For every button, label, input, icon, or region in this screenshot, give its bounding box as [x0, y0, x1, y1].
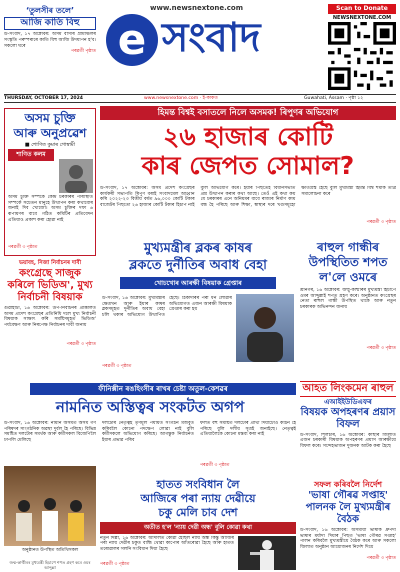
editorial-more[interactable]: পৰৱৰ্তী ৩ পৃষ্ঠাত	[8, 245, 38, 251]
right3-headline[interactable]: 'ভাষা গৌৰৱ সপ্তাহ' পালনক লৈ মুখ্যমন্ত্ৰীৰ বৈঠক	[305, 490, 391, 525]
center-photo	[236, 294, 294, 362]
justice-story	[100, 478, 296, 570]
right3-kicker: সফল কৰিবলৈ নিৰ্দেশ	[313, 480, 383, 489]
justice-body: নতুন দিল্লী, ১৬ অক্টোবৰ: আদালত কোৱা হৈছিল ন্যায় অন্ধ কিন্তু আজিৰ পৰা ন্যায় দেৱীৰ চকুত বান্ধি থোৱা কাপোৰ আঁতৰোৱা হৈছে আৰু হাতত তৰোৱালৰ সলনি সংবিধান দিয়া হৈছে	[100, 535, 234, 552]
namani-body-3: ফলত বহু সমষ্টিত দলটোৰ প্ৰাৰ্থী দিয়াটোও কঠিন হৈ পৰিছে বুলি দলীয় সূত্ৰই জনাইছে। নেতৃত্বই এতিয়ালৈকে কোনো মন্তব্য কৰা নাই	[200, 421, 296, 438]
right-story-1	[300, 240, 396, 380]
site-url[interactable]: www.newsnextone.com	[150, 4, 244, 12]
dateline-mid: www.newsnextone.com · ই-কাকত	[144, 96, 218, 101]
top-banner[interactable]: হিমন্ত বিশ্বই বসাতলে নিলে অসমক! ৰিপুণৰ অভিযোগ	[100, 106, 396, 120]
editorial-title-1[interactable]: অসম চুক্তি	[24, 111, 76, 125]
right2-kicker: এআইইউডিএফৰ	[324, 398, 372, 406]
qr-title: Scan to Donate	[328, 4, 396, 14]
center-headline-1[interactable]: মুখ্যমন্ত্ৰীৰ ব্লকৰ কাষৰ	[144, 241, 252, 256]
logo-e-icon	[104, 12, 160, 68]
event-photo-caption: অনুষ্ঠানত উপস্থিত অতিথিসকল	[21, 548, 79, 553]
left-story-body: গুৱাহাটী, ১৬ অক্টোবৰ: উপ-নিৰ্বাচনৰ প্ৰাক্কালত অসম প্ৰদেশ কংগ্ৰেছৰ প্ৰতিনিধি দলে মুখ্য নিৰ্বাচনী বিষয়াক সাক্ষাৎ কৰি সমষ্টিসমূহত ভিডিঅ' পৰ্যবেক্ষণ আৰু নিৰপেক্ষ নিৰ্বাচনৰ দাবী জনায়	[4, 305, 96, 328]
right-story-3	[300, 480, 396, 570]
left-story-headline[interactable]: কংগ্ৰেছে সাজুক কৰিলে ভিডিঅ', মুখ্য নিৰ্বাচনী বিষয়াক	[7, 267, 93, 303]
center-body: উ-সংবাদ, ১৬ অক্টোবৰ: মুখ্যমন্ত্ৰীৰ ক্ষেত্ৰখন আৰু ইয়াৰ কাষৰ ব্লকসমূহত দুৰ্নীতিৰ অবাধ বেহা চলি থকাৰ অভিযোগ উত্থাপিত হৈছে। ঠিকাদাৰৰ পৰা ধন লোৱাৰ অভিযোগত এজন আৰক্ষী বিষয়াক গ্ৰেপ্তাৰ কৰা হয়	[102, 296, 232, 319]
editorial-box	[4, 108, 96, 256]
lead-headline-1[interactable]: ২৬ হাজাৰ কোটি	[163, 122, 333, 151]
lead-body: উ-সংবাদ, ১৭ অক্টোবৰ: অসম প্ৰদেশ কংগ্ৰেছৰ কাৰ্যকৰী সভাপতি ৰিপুণ বৰাই সংবাদমেল আহ্বান কৰি ২০২২-২৩ বিত্তীয় বৰ্ষত ৯৬,০০০ কোটি টকাৰ বাজেটৰ পিছতো ২৬ হাজাৰ কোটি টকাৰ হিচাপ নাই বুলি অভিযোগ কৰে। ইয়াৰ পিছতেই বিধানসভাত প্ৰশ্ন উত্থাপন কৰাৰ কথা আছে। তেওঁ এই কথা কয় যে চৰকাৰৰ এনে অনিয়মৰ বাবে ৰাজ্যৰ নিৰ্মাণ কাম বন্ধ হৈ পৰিছে আৰু শিক্ষা, স্বাস্থ্যৰ দৰে খণ্ডসমূহো ক্ষতিগ্ৰস্ত হৈছে বুলি মুখ্যমন্ত্ৰী হিমন্ত বিশ্ব শৰ্মাক তীব্ৰ সমালোচনা কৰে	[100, 186, 396, 209]
lead-headline-2[interactable]: কাৰ জেপত সোমাল?	[141, 151, 355, 180]
namani-body-1: উ-সংবাদ, ১৬ অক্টোবৰ: নামনি অসমত অসম গণ পৰিষদৰ সাংগঠনিক অৱস্থা দুৰ্বল হৈ পৰিছে। বিভিন্ন সমষ্টিত দলটোৰ সমৰ্থক আৰু কৰ্মীসকল বিজেপিলৈ ঢাপলি মেলিছে	[4, 421, 96, 444]
dateline-date: THURSDAY, OCTOBER 17, 2024	[4, 96, 84, 101]
editorial-title-2[interactable]: আৰু অনুপ্ৰৱেশ	[13, 126, 87, 140]
lead-more[interactable]: পৰৱৰ্তী ৩ পৃষ্ঠাত	[366, 220, 396, 225]
editorial-author: ■ শোণিত কুমাৰ গোস্বামী	[24, 142, 76, 148]
center-more[interactable]: পৰৱৰ্তী ৩ পৃষ্ঠাত	[102, 364, 132, 369]
editorial-body: অসম চুক্তি সম্পৰ্কে কেন্দ্ৰ চৰকাৰৰ পৰিস্থিতি সম্পৰ্কে সচেতন মানুহে উত্থাপন কৰা কথাবোৰ জনাই দিব খোজো। অসম চুক্তিৰ দফা ৬ ৰূপায়ণৰ বাবে গঠিত কমিটিৰ প্ৰতিবেদন এতিয়াও প্ৰকাশ কৰা হোৱা নাই	[8, 195, 93, 223]
namani-more[interactable]: পৰৱৰ্তী ৩ পৃষ্ঠাত	[200, 463, 230, 468]
right2-body: উ-সংবাদ, শিলচাৰ, ১৬ অক্টোবৰ: কাছাৰ জিলাত এজন চৰকাৰী বিষয়াক অপহৰণৰ প্ৰয়াস আৰক্ষীয়ে বিফল কৰে। সন্দেহভাজন দুজনক আটক কৰা হৈছে	[300, 432, 396, 450]
left-story	[4, 260, 96, 380]
right1-more[interactable]: পৰৱৰ্তী ৩ পৃষ্ঠাত	[366, 346, 396, 351]
left-story-more[interactable]: পৰৱৰ্তী ৩ পৃষ্ঠাত	[66, 341, 96, 347]
justice-more[interactable]: পৰৱৰ্তী ৩ পৃষ্ঠাত	[100, 561, 130, 567]
qr-site: NEWSNEXTONE.COM	[332, 14, 392, 21]
dateline-right: Guwahati, Assam · পৃষ্ঠা ১২	[304, 96, 364, 101]
justice-statue-photo	[238, 536, 296, 570]
right1-headline[interactable]: ৰাহুল গান্ধীৰ উপস্থিতিত শপত ল'লে ওমৰে	[308, 240, 388, 284]
ear-left-head: আজি কাতি বিহু	[4, 17, 96, 30]
qr-code-icon[interactable]	[328, 22, 396, 90]
right3-body: উ-সংবাদ, ১৬ অক্টোবৰ: অসমীয়া ভাষাক ধ্ৰুপদী ভাষাৰ মৰ্যাদা দিয়াৰ পিছত 'ভাষা গৌৰৱ সপ্তাহ' পালন কৰিবলৈ মুখ্যমন্ত্ৰীয়ে বৈঠক কৰে আৰু সকলো জিলাত অনুষ্ঠান আয়োজনৰ নিৰ্দেশ দিয়ে	[300, 528, 396, 551]
masthead-logo	[104, 12, 318, 68]
left-story-kicker: ভয়াবহ, নিজা নিৰ্বাচনৰ দাবী	[18, 260, 82, 266]
center-headline-2[interactable]: ব্লকতে দুৰ্নীতিৰ অবাধ বেহা	[129, 258, 267, 273]
donate-qr-box[interactable]	[328, 4, 396, 92]
statue-icon	[238, 536, 296, 570]
right2-headline[interactable]: বিষয়ক অপহৰণৰ প্ৰয়াস বিফল	[300, 406, 396, 430]
justice-headline-2[interactable]: আজিৰে পৰা ন্যায় দেৱীয়ে	[140, 492, 256, 505]
namani-headline[interactable]: নামনিত অস্তিত্বৰ সংকটত অগপ	[55, 398, 245, 416]
justice-headline-3[interactable]: চকু মেলি চাব দেশ	[158, 506, 238, 519]
lead-story	[100, 122, 396, 237]
namani-story	[4, 397, 296, 477]
crowd-icon	[4, 466, 96, 546]
author-photo	[59, 159, 93, 193]
ear-left-kicker: ‘তুলসীৰ তলে’	[25, 6, 75, 15]
justice-headline-1[interactable]: হাতত সংবিধান লৈ	[156, 478, 240, 491]
logo-wordmark: সংবাদ	[162, 15, 261, 61]
center-band[interactable]: খোচখোৰ আৰক্ষী বিষয়াক গ্ৰেপ্তাৰ	[120, 277, 276, 289]
namani-body-2: দলটোৰ নেতৃত্বই তৃণমূল পৰ্যায়ত সংগঠন মজবুত কৰিবলৈ কোনো পদক্ষেপ লোৱা নাই বুলি কৰ্মীসকলে অভিযোগ কৰিছে। আগন্তুক নিৰ্বাচনত ইয়াৰ প্ৰভাৱ পৰিব	[102, 421, 194, 444]
right1-body: শ্ৰীনগৰ, ১৬ অক্টোবৰ: জম্মু-কাশ্মীৰৰ মুখ্যমন্ত্ৰী হিচাপে ওমৰ আব্দুল্লাই শপত গ্ৰহণ কৰে। অনুষ্ঠানত কংগ্ৰেছৰ নেতা ৰাহুল গান্ধী উপস্থিত থাকে আৰু নতুন চৰকাৰক অভিনন্দন জনায়	[300, 288, 396, 311]
center-story	[100, 240, 296, 380]
rahul-headline[interactable]: আহত লিংকমেন ৰাহুল	[300, 381, 396, 397]
ear-left	[4, 6, 96, 55]
right-story-2	[300, 398, 396, 478]
editorial-section: শাণিত কলম	[8, 149, 54, 161]
svg-text:e: e	[117, 15, 147, 64]
ear-left-body: উ-সংবাদ, ১৭ অক্টোবৰ: অসম বাসীৰ গ্ৰামাঞ্চলৰ সংস্কৃতি পৰম্পৰাৰে কাতি বিহু আজি উদযাপন হ'ব। সকলো ঘৰে	[4, 32, 96, 49]
justice-band[interactable]: অতীত হ'ল 'ন্যায় দেৱী অন্ধ' বুলি কোৱা কথা	[100, 522, 296, 534]
mid-strip[interactable]: ফীনিক্সীন ৰঙহিংসীৰ ৰাখৰ চেষ্টা অতুল-কেশৱৰ	[30, 383, 296, 395]
bottom-caption: জন্ম-কাশ্মীৰৰ মুখ্যমন্ত্ৰী হিচাপে শপত গ্ৰহণ কৰে ওমৰ আব্দুল্লা	[9, 560, 91, 570]
event-photo	[4, 466, 96, 546]
dateline-bar	[4, 94, 396, 103]
right3-more[interactable]: পৰৱৰ্তী ৩ পৃষ্ঠাত	[366, 556, 396, 561]
ear-left-more[interactable]: পৰৱৰ্তী পৃষ্ঠাত	[71, 49, 96, 55]
person-icon	[59, 159, 93, 193]
person-icon	[236, 294, 294, 362]
